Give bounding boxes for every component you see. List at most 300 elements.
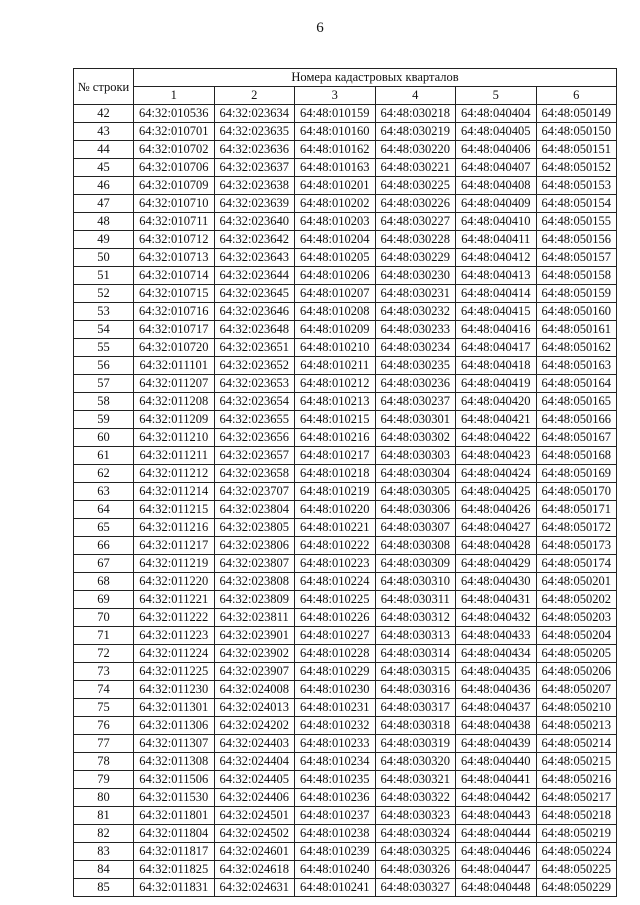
cadastral-number-cell: 64:32:024618 [214,861,295,879]
cadastral-number-cell: 64:48:010206 [295,267,376,285]
header-row-columns [74,87,617,105]
column-header: 2 [214,87,295,105]
cadastral-number-cell: 64:48:040404 [456,105,537,123]
cadastral-number-cell: 64:32:023646 [214,303,295,321]
row-number-cell: 53 [74,303,134,321]
cadastral-number-cell: 64:48:050173 [536,537,617,555]
cadastral-number-cell: 64:48:010159 [295,105,376,123]
table-row [74,231,617,249]
cadastral-number-cell: 64:48:040408 [456,177,537,195]
cadastral-number-cell: 64:32:023651 [214,339,295,357]
cadastral-number-cell: 64:32:010712 [134,231,215,249]
cadastral-number-cell: 64:48:050169 [536,465,617,483]
row-number-cell: 52 [74,285,134,303]
cadastral-number-cell: 64:48:040414 [456,285,537,303]
cadastral-number-cell: 64:32:010713 [134,249,215,267]
cadastral-number-cell: 64:32:023901 [214,627,295,645]
cadastral-number-cell: 64:32:024404 [214,753,295,771]
cadastral-number-cell: 64:48:030319 [375,735,456,753]
cadastral-number-cell: 64:48:030308 [375,537,456,555]
cadastral-number-cell: 64:48:030326 [375,861,456,879]
cadastral-number-cell: 64:32:011222 [134,609,215,627]
cadastral-number-cell: 64:48:030226 [375,195,456,213]
cadastral-number-cell: 64:48:010203 [295,213,376,231]
table-row [74,609,617,627]
cadastral-number-cell: 64:32:010714 [134,267,215,285]
cadastral-number-cell: 64:32:023655 [214,411,295,429]
row-number-header: № строки [74,69,134,105]
cadastral-number-cell: 64:32:023643 [214,249,295,267]
cadastral-number-cell: 64:48:010205 [295,249,376,267]
row-number-cell: 75 [74,699,134,717]
cadastral-number-cell: 64:48:040413 [456,267,537,285]
row-number-cell: 59 [74,411,134,429]
cadastral-number-cell: 64:48:050225 [536,861,617,879]
row-number-cell: 49 [74,231,134,249]
table-row [74,699,617,717]
cadastral-number-cell: 64:32:011306 [134,717,215,735]
cadastral-number-cell: 64:48:030318 [375,717,456,735]
cadastral-number-cell: 64:32:023640 [214,213,295,231]
cadastral-number-cell: 64:48:030234 [375,339,456,357]
cadastral-number-cell: 64:32:010706 [134,159,215,177]
cadastral-number-cell: 64:48:050172 [536,519,617,537]
cadastral-number-cell: 64:48:040428 [456,537,537,555]
cadastral-number-cell: 64:48:010211 [295,357,376,375]
cadastral-number-cell: 64:32:023657 [214,447,295,465]
cadastral-number-cell: 64:32:023636 [214,141,295,159]
cadastral-number-cell: 64:48:010228 [295,645,376,663]
table-header [74,69,617,105]
cadastral-number-cell: 64:48:050157 [536,249,617,267]
cadastral-number-cell: 64:48:050151 [536,141,617,159]
cadastral-number-cell: 64:48:030321 [375,771,456,789]
table-row [74,177,617,195]
row-number-cell: 72 [74,645,134,663]
cadastral-number-cell: 64:48:030312 [375,609,456,627]
cadastral-number-cell: 64:48:010232 [295,717,376,735]
cadastral-number-cell: 64:48:040434 [456,645,537,663]
cadastral-number-cell: 64:48:010235 [295,771,376,789]
row-number-cell: 76 [74,717,134,735]
table-row [74,663,617,681]
cadastral-number-cell: 64:32:023637 [214,159,295,177]
cadastral-number-cell: 64:48:040417 [456,339,537,357]
cadastral-number-cell: 64:48:040431 [456,591,537,609]
cadastral-number-cell: 64:32:023808 [214,573,295,591]
cadastral-number-cell: 64:48:050167 [536,429,617,447]
cadastral-number-cell: 64:48:040444 [456,825,537,843]
table-row [74,213,617,231]
cadastral-number-cell: 64:48:050150 [536,123,617,141]
cadastral-number-cell: 64:32:023645 [214,285,295,303]
cadastral-number-cell: 64:32:024013 [214,699,295,717]
row-number-cell: 66 [74,537,134,555]
cadastral-number-cell: 64:32:011223 [134,627,215,645]
cadastral-number-cell: 64:48:010225 [295,591,376,609]
table-row [74,573,617,591]
cadastral-number-cell: 64:48:040448 [456,879,537,897]
cadastral-number-cell: 64:48:010209 [295,321,376,339]
table-row [74,267,617,285]
cadastral-number-cell: 64:48:010212 [295,375,376,393]
cadastral-number-cell: 64:32:023638 [214,177,295,195]
cadastral-number-cell: 64:48:050170 [536,483,617,501]
cadastral-number-cell: 64:48:050162 [536,339,617,357]
table-row [74,303,617,321]
row-number-cell: 48 [74,213,134,231]
cadastral-number-cell: 64:48:050213 [536,717,617,735]
column-header: 1 [134,87,215,105]
cadastral-number-cell: 64:48:040412 [456,249,537,267]
cadastral-number-cell: 64:48:010220 [295,501,376,519]
cadastral-number-cell: 64:48:050214 [536,735,617,753]
cadastral-number-cell: 64:48:050215 [536,753,617,771]
cadastral-number-cell: 64:48:050164 [536,375,617,393]
cadastral-number-cell: 64:48:030323 [375,807,456,825]
row-number-cell: 65 [74,519,134,537]
cadastral-number-cell: 64:32:011225 [134,663,215,681]
cadastral-number-cell: 64:48:050205 [536,645,617,663]
cadastral-number-cell: 64:48:050166 [536,411,617,429]
table-row [74,789,617,807]
cadastral-number-cell: 64:48:050154 [536,195,617,213]
cadastral-number-cell: 64:32:011230 [134,681,215,699]
cadastral-number-cell: 64:48:050229 [536,879,617,897]
cadastral-number-cell: 64:48:030229 [375,249,456,267]
cadastral-number-cell: 64:32:023642 [214,231,295,249]
cadastral-number-cell: 64:32:010536 [134,105,215,123]
row-number-cell: 85 [74,879,134,897]
cadastral-number-cell: 64:48:010210 [295,339,376,357]
cadastral-number-cell: 64:48:040446 [456,843,537,861]
cadastral-number-cell: 64:48:010223 [295,555,376,573]
row-number-cell: 83 [74,843,134,861]
cadastral-number-cell: 64:48:040409 [456,195,537,213]
cadastral-number-cell: 64:48:050216 [536,771,617,789]
cadastral-number-cell: 64:32:023658 [214,465,295,483]
cadastral-number-cell: 64:32:023707 [214,483,295,501]
cadastral-number-cell: 64:48:030313 [375,627,456,645]
table-row [74,483,617,501]
cadastral-number-cell: 64:48:040405 [456,123,537,141]
cadastral-number-cell: 64:48:050159 [536,285,617,303]
cadastral-number-cell: 64:48:040442 [456,789,537,807]
cadastral-number-cell: 64:32:010709 [134,177,215,195]
table-row [74,159,617,177]
cadastral-number-cell: 64:32:023809 [214,591,295,609]
page-number: 6 [316,20,324,36]
cadastral-number-cell: 64:32:011217 [134,537,215,555]
cadastral-number-cell: 64:32:023902 [214,645,295,663]
cadastral-number-cell: 64:48:030221 [375,159,456,177]
cadastral-number-cell: 64:32:010702 [134,141,215,159]
cadastral-number-cell: 64:48:040427 [456,519,537,537]
cadastral-number-cell: 64:48:040410 [456,213,537,231]
cadastral-number-cell: 64:48:030228 [375,231,456,249]
cadastral-number-cell: 64:48:030316 [375,681,456,699]
cadastral-number-cell: 64:32:010711 [134,213,215,231]
cadastral-number-cell: 64:32:011215 [134,501,215,519]
row-number-cell: 47 [74,195,134,213]
table-row [74,339,617,357]
cadastral-number-cell: 64:32:023648 [214,321,295,339]
table-row [74,375,617,393]
cadastral-number-cell: 64:48:050224 [536,843,617,861]
cadastral-number-cell: 64:48:030322 [375,789,456,807]
cadastral-number-cell: 64:32:011216 [134,519,215,537]
cadastral-number-cell: 64:32:023656 [214,429,295,447]
cadastral-number-cell: 64:48:050207 [536,681,617,699]
cadastral-number-cell: 64:32:024502 [214,825,295,843]
cadastral-number-cell: 64:48:040420 [456,393,537,411]
cadastral-number-cell: 64:32:023635 [214,123,295,141]
cadastral-number-cell: 64:48:030305 [375,483,456,501]
cadastral-number-cell: 64:48:010160 [295,123,376,141]
cadastral-number-cell: 64:48:050155 [536,213,617,231]
cadastral-number-cell: 64:48:010231 [295,699,376,717]
row-number-cell: 42 [74,105,134,123]
cadastral-number-cell: 64:32:011211 [134,447,215,465]
row-number-cell: 80 [74,789,134,807]
table-row [74,429,617,447]
cadastral-number-cell: 64:48:030236 [375,375,456,393]
cadastral-number-cell: 64:32:011207 [134,375,215,393]
row-number-cell: 44 [74,141,134,159]
table-row [74,465,617,483]
cadastral-number-cell: 64:48:040416 [456,321,537,339]
cadastral-number-cell: 64:48:050204 [536,627,617,645]
cadastral-number-cell: 64:48:030325 [375,843,456,861]
row-number-cell: 69 [74,591,134,609]
table-row [74,321,617,339]
column-header: 4 [375,87,456,105]
table-row [74,357,617,375]
row-number-cell: 54 [74,321,134,339]
cadastral-number-cell: 64:48:040443 [456,807,537,825]
table-row [74,411,617,429]
cadastral-number-cell: 64:48:040406 [456,141,537,159]
table-row [74,249,617,267]
cadastral-quarters-table [73,68,617,897]
cadastral-number-cell: 64:32:011831 [134,879,215,897]
cadastral-number-cell: 64:48:050219 [536,825,617,843]
cadastral-number-cell: 64:32:011301 [134,699,215,717]
row-number-cell: 60 [74,429,134,447]
cadastral-number-cell: 64:32:023804 [214,501,295,519]
cadastral-number-cell: 64:32:011219 [134,555,215,573]
cadastral-number-cell: 64:48:030232 [375,303,456,321]
cadastral-number-cell: 64:48:040430 [456,573,537,591]
cadastral-number-cell: 64:32:010715 [134,285,215,303]
cadastral-number-cell: 64:48:030309 [375,555,456,573]
cadastral-number-cell: 64:48:010240 [295,861,376,879]
cadastral-number-cell: 64:48:050210 [536,699,617,717]
cadastral-number-cell: 64:48:050174 [536,555,617,573]
row-number-cell: 43 [74,123,134,141]
table-row [74,717,617,735]
row-number-cell: 57 [74,375,134,393]
row-number-cell: 46 [74,177,134,195]
cadastral-number-cell: 64:48:010238 [295,825,376,843]
cadastral-number-cell: 64:48:040447 [456,861,537,879]
row-number-cell: 81 [74,807,134,825]
table-row [74,519,617,537]
table-row [74,447,617,465]
cadastral-number-cell: 64:48:050161 [536,321,617,339]
cadastral-number-cell: 64:48:010204 [295,231,376,249]
cadastral-number-cell: 64:48:030306 [375,501,456,519]
cadastral-number-cell: 64:48:010213 [295,393,376,411]
cadastral-number-cell: 64:48:010217 [295,447,376,465]
cadastral-number-cell: 64:48:030310 [375,573,456,591]
cadastral-number-cell: 64:32:011308 [134,753,215,771]
cadastral-number-cell: 64:48:050156 [536,231,617,249]
cadastral-number-cell: 64:32:024202 [214,717,295,735]
cadastral-number-cell: 64:48:010163 [295,159,376,177]
table-row [74,141,617,159]
cadastral-number-cell: 64:32:023644 [214,267,295,285]
cadastral-number-cell: 64:48:050217 [536,789,617,807]
row-number-cell: 64 [74,501,134,519]
cadastral-number-cell: 64:32:023639 [214,195,295,213]
cadastral-number-cell: 64:48:010224 [295,573,376,591]
cadastral-number-cell: 64:48:030235 [375,357,456,375]
cadastral-number-cell: 64:48:040407 [456,159,537,177]
cadastral-number-cell: 64:48:030302 [375,429,456,447]
row-number-cell: 67 [74,555,134,573]
cadastral-number-cell: 64:48:030324 [375,825,456,843]
cadastral-number-cell: 64:32:011825 [134,861,215,879]
cadastral-number-cell: 64:32:011801 [134,807,215,825]
cadastral-number-cell: 64:48:010227 [295,627,376,645]
cadastral-number-cell: 64:48:010226 [295,609,376,627]
cadastral-number-cell: 64:48:030220 [375,141,456,159]
table-row [74,555,617,573]
cadastral-number-cell: 64:32:023806 [214,537,295,555]
cadastral-number-cell: 64:32:011221 [134,591,215,609]
cadastral-number-cell: 64:32:011817 [134,843,215,861]
cadastral-number-cell: 64:48:030237 [375,393,456,411]
cadastral-number-cell: 64:32:024403 [214,735,295,753]
cadastral-number-cell: 64:48:040433 [456,627,537,645]
cadastral-number-cell: 64:48:040418 [456,357,537,375]
cadastral-number-cell: 64:48:050152 [536,159,617,177]
row-number-cell: 55 [74,339,134,357]
cadastral-number-cell: 64:48:030317 [375,699,456,717]
cadastral-number-cell: 64:48:050165 [536,393,617,411]
table-row [74,501,617,519]
table-row [74,771,617,789]
cadastral-number-cell: 64:48:040438 [456,717,537,735]
cadastral-number-cell: 64:48:030218 [375,105,456,123]
row-number-cell: 74 [74,681,134,699]
table-row [74,879,617,897]
cadastral-number-cell: 64:48:030307 [375,519,456,537]
cadastral-number-cell: 64:32:024501 [214,807,295,825]
cadastral-number-cell: 64:48:040424 [456,465,537,483]
table-row [74,753,617,771]
cadastral-number-cell: 64:32:011224 [134,645,215,663]
row-number-cell: 70 [74,609,134,627]
row-number-cell: 56 [74,357,134,375]
cadastral-number-cell: 64:48:050149 [536,105,617,123]
row-number-cell: 58 [74,393,134,411]
cadastral-number-cell: 64:48:030314 [375,645,456,663]
cadastral-number-cell: 64:48:040435 [456,663,537,681]
cadastral-number-cell: 64:32:011210 [134,429,215,447]
cadastral-number-cell: 64:32:011101 [134,357,215,375]
cadastral-number-cell: 64:48:010201 [295,177,376,195]
row-number-cell: 45 [74,159,134,177]
row-number-cell: 79 [74,771,134,789]
cadastral-number-cell: 64:48:030315 [375,663,456,681]
column-header: 6 [536,87,617,105]
cadastral-number-cell: 64:48:040429 [456,555,537,573]
cadastral-number-cell: 64:48:010215 [295,411,376,429]
cadastral-number-cell: 64:48:030320 [375,753,456,771]
cadastral-number-cell: 64:48:010239 [295,843,376,861]
cadastral-number-cell: 64:48:030225 [375,177,456,195]
cadastral-number-cell: 64:48:010202 [295,195,376,213]
cadastral-number-cell: 64:32:011220 [134,573,215,591]
cadastral-number-cell: 64:48:030303 [375,447,456,465]
cadastral-number-cell: 64:32:023907 [214,663,295,681]
cadastral-number-cell: 64:48:010218 [295,465,376,483]
cadastral-number-cell: 64:32:011804 [134,825,215,843]
cadastral-number-cell: 64:32:010717 [134,321,215,339]
cadastral-number-cell: 64:48:030230 [375,267,456,285]
cadastral-number-cell: 64:48:050218 [536,807,617,825]
cadastral-number-cell: 64:32:023654 [214,393,295,411]
cadastral-number-cell: 64:32:023634 [214,105,295,123]
cadastral-number-cell: 64:48:050158 [536,267,617,285]
cadastral-number-cell: 64:48:050171 [536,501,617,519]
cadastral-number-cell: 64:48:040432 [456,609,537,627]
cadastral-number-cell: 64:48:030231 [375,285,456,303]
cadastral-number-cell: 64:48:050203 [536,609,617,627]
cadastral-number-cell: 64:48:010230 [295,681,376,699]
row-number-cell: 71 [74,627,134,645]
table-row [74,591,617,609]
cadastral-number-cell: 64:48:030233 [375,321,456,339]
table-row [74,627,617,645]
cadastral-number-cell: 64:48:010234 [295,753,376,771]
cadastral-number-cell: 64:48:040440 [456,753,537,771]
cadastral-number-cell: 64:48:040421 [456,411,537,429]
cadastral-number-cell: 64:48:010221 [295,519,376,537]
cadastral-numbers-header: Номера кадастровых кварталов [134,69,617,87]
table-row [74,123,617,141]
column-header: 3 [295,87,376,105]
row-number-cell: 84 [74,861,134,879]
cadastral-number-cell: 64:32:011506 [134,771,215,789]
cadastral-number-cell: 64:48:040411 [456,231,537,249]
column-header: 5 [456,87,537,105]
cadastral-number-cell: 64:48:050201 [536,573,617,591]
cadastral-number-cell: 64:48:050202 [536,591,617,609]
cadastral-number-cell: 64:48:040423 [456,447,537,465]
cadastral-number-cell: 64:32:011209 [134,411,215,429]
cadastral-number-cell: 64:48:040436 [456,681,537,699]
cadastral-number-cell: 64:32:011530 [134,789,215,807]
cadastral-number-cell: 64:48:050163 [536,357,617,375]
table-row [74,843,617,861]
table-row [74,681,617,699]
cadastral-number-cell: 64:48:010219 [295,483,376,501]
cadastral-number-cell: 64:48:030301 [375,411,456,429]
cadastral-number-cell: 64:48:030311 [375,591,456,609]
